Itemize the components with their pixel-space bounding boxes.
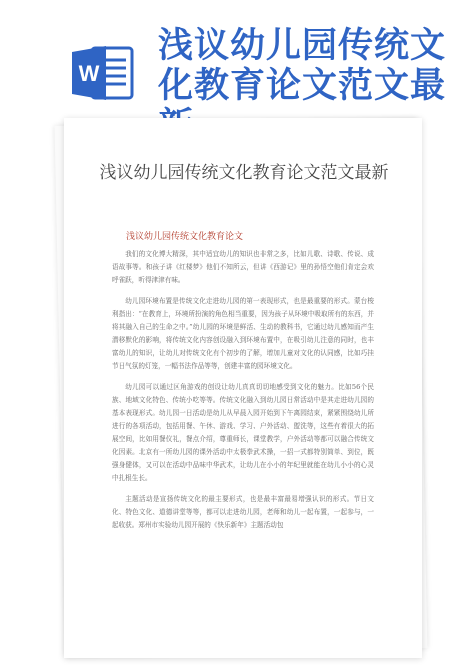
paragraph: 幼儿园可以通过区角游戏的创设让幼儿真真切切地感受到文化的魅力。比如56个民族、地域文化特色、传统小吃等等。传统文化融入到幼儿园日常活动中是其走进幼儿园的基本表现形式。幼儿园一日活动是幼儿从早晨入园开始到下午离园结束，紧紧围绕幼儿所进行的各项活动，包括用餐、午休、游戏、学习、户外活动、盥洗等，这些有着很大的拓展空间，比如用餐仪礼，餐点介绍，尊重师长，课堂教学，户外活动等都可以融合传统文化因素。北京有一所幼儿园的课外活动中太极拳武术操，一招一式都特别简单、到位，既强身健体，又可以在活动中品味中华武术，让幼儿在小小的年纪里就能在幼儿小小的心灵中扎根生长。 (112, 383, 374, 482)
document-subtitle: 浅议幼儿园传统文化教育论文 (126, 232, 244, 242)
word-icon-letter: W (78, 61, 100, 86)
document-title: 浅议幼儿园传统文化教育论文范文最新 (99, 163, 389, 183)
paragraph: 主题活动是宣扬传统文化的最主要形式，也是最丰富最易增强认识的形式。节日文化、特色文化、道德讲堂等等，都可以走进幼儿园，老师和幼儿一起布置，一起参与，一起收获。郑州市实验幼儿园开展的《快乐新年》主题活动包 (112, 495, 374, 529)
banner-title: 浅议幼儿园传统文化教育论文范文最 (158, 26, 447, 106)
paragraph: 幼儿园环境布置是传统文化走进幼儿园的第一表现形式，也是最重要的形式。蒙台梭利指出：“在教育上，环境所扮演的角色相当重要，因为孩子从环境中吸取所有的东西，并将其融入自己的生命之中。”幼儿园的环境是鲜活、生动的教科书，它通过幼儿感知而产生潜移默化的影响，将传统文化内容创设融入到环境布置中，在吸引幼儿注意的同时，也丰富幼儿的知识，让幼儿对传统文化有个初步的了解，增加儿童对文化的认同感，比如巧挂节日气氛的灯笼，一幅书法作品等等，创建丰富的园环境文化。 (112, 297, 374, 370)
document-body (112, 248, 374, 540)
paragraph: 我们的文化博大精深，其中适宜幼儿的知识也非常之多，比如儿歌、诗歌、传说、成语故事等。和孩子讲《红楼梦》他们不知所云，但讲《西游记》里的孙悟空他们肯定会欢呼雀跃，听得津津有味。 (112, 250, 374, 284)
word-document-icon (70, 44, 134, 102)
banner (0, 0, 474, 130)
document-page (64, 118, 422, 658)
